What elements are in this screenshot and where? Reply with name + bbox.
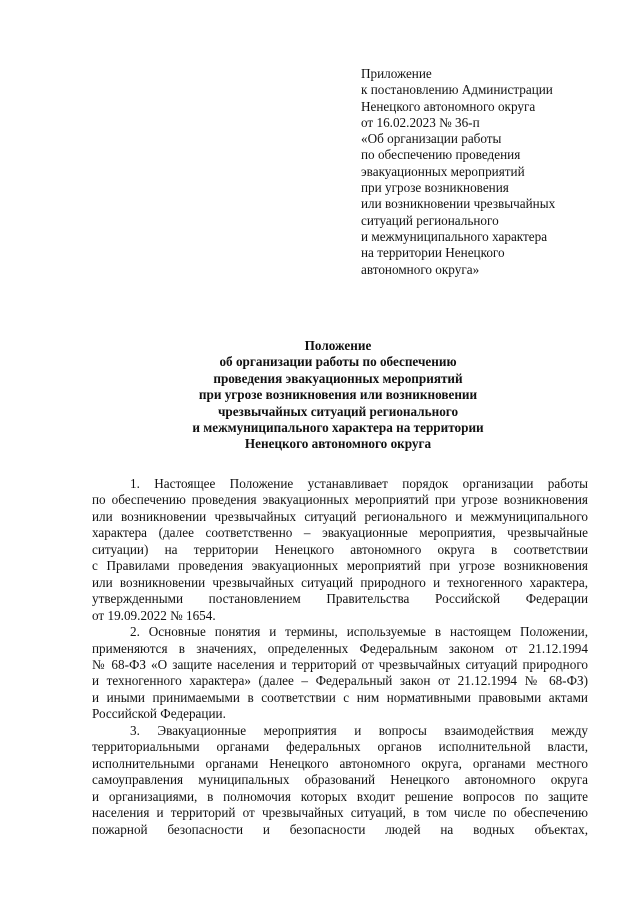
appendix-line: или возникновении чрезвычайных [361, 196, 556, 212]
title-line: об организации работы по обеспечению [219, 354, 457, 370]
paragraph-line: самоуправления муниципальных образований Ненецкого автономного округа [92, 772, 588, 788]
title-line: проведения эвакуационных мероприятий [213, 370, 463, 386]
appendix-line: при угрозе возникновения [361, 180, 509, 196]
paragraph-line: от 19.09.2022 № 1654. [92, 607, 216, 623]
paragraph-line: и организациями, в полномочия которых входит решение вопросов по защите [92, 788, 588, 804]
paragraph-1 [92, 476, 588, 624]
paragraph-line: исполнительными органами Ненецкого автономного округа, органами местного [92, 755, 588, 771]
appendix-line: по обеспечению проведения [361, 147, 521, 163]
appendix-line: Приложение [361, 66, 432, 81]
title-line: Положение [304, 338, 372, 353]
paragraph-line: по обеспечению проведения эвакуационных мероприятий при угрозе возникновения [92, 492, 588, 508]
appendix-line: и межмуниципального характера [361, 228, 548, 244]
appendix-line: от 16.02.2023 № 36-п [361, 114, 480, 130]
document-title [100, 338, 576, 453]
appendix-block [361, 66, 611, 278]
paragraph-line: и иными принимаемыми в соответствии с ним нормативными правовыми актами [92, 689, 588, 705]
appendix-line: «Об организации работы [361, 131, 502, 147]
appendix-line: на территории Ненецкого [361, 245, 505, 261]
appendix-line: эвакуационных мероприятий [361, 163, 525, 179]
paragraph-line: 1. Настоящее Положение устанавливает порядок организации работы [130, 476, 588, 491]
paragraph-line: характера (далее соответственно – эвакуационные мероприятия, чрезвычайные [92, 525, 588, 541]
paragraph-line: пожарной безопасности и безопасности людей на водных объектах, [92, 821, 588, 837]
paragraph-line: и техногенного характера» (далее – Федеральный закон от 21.12.1994 № 68-ФЗ) [92, 673, 588, 689]
appendix-line: ситуаций регионального [361, 212, 499, 228]
title-line: Ненецкого автономного округа [244, 436, 432, 452]
title-line: и межмуниципального характера на территории [192, 420, 484, 436]
appendix-line: к постановлению Администрации [361, 82, 553, 98]
paragraph-line: с Правилами проведения эвакуационных мероприятий при угрозе возникновения [92, 558, 588, 574]
paragraph-3 [92, 723, 588, 838]
paragraph-line: населения и территорий от чрезвычайных ситуаций, в том числе по обеспечению [92, 805, 588, 821]
paragraph-line: ситуации) на территории Ненецкого автономного округа в соответствии [92, 541, 588, 557]
paragraph-line: или возникновении чрезвычайных ситуаций регионального и межмуниципального [92, 508, 588, 524]
paragraph-line: применяются в значениях, определенных Федеральным законом от 21.12.1994 [92, 640, 588, 656]
paragraph-line: или возникновении чрезвычайных ситуаций природного и техногенного характера, [92, 574, 588, 590]
appendix-line: автономного округа» [361, 261, 480, 277]
document-body [92, 476, 588, 838]
appendix-line: Ненецкого автономного округа [361, 98, 536, 114]
paragraph-line: утвержденными постановлением Правительства Российской Федерации [92, 591, 588, 607]
paragraph-line: 2. Основные понятия и термины, используемые в настоящем Положении, [130, 624, 588, 640]
paragraph-2 [92, 624, 588, 723]
title-line: при угрозе возникновения или возникновении [198, 387, 478, 403]
paragraph-line: 3. Эвакуационные мероприятия и вопросы взаимодействия между [130, 722, 588, 738]
paragraph-line: Российской Федерации. [92, 706, 226, 722]
paragraph-line: территориальными органами федеральных органов исполнительной власти, [92, 739, 588, 755]
title-line: чрезвычайных ситуаций регионального [217, 403, 459, 419]
paragraph-line: № 68-ФЗ «О защите населения и территорий от чрезвычайных ситуаций природного [92, 656, 588, 672]
